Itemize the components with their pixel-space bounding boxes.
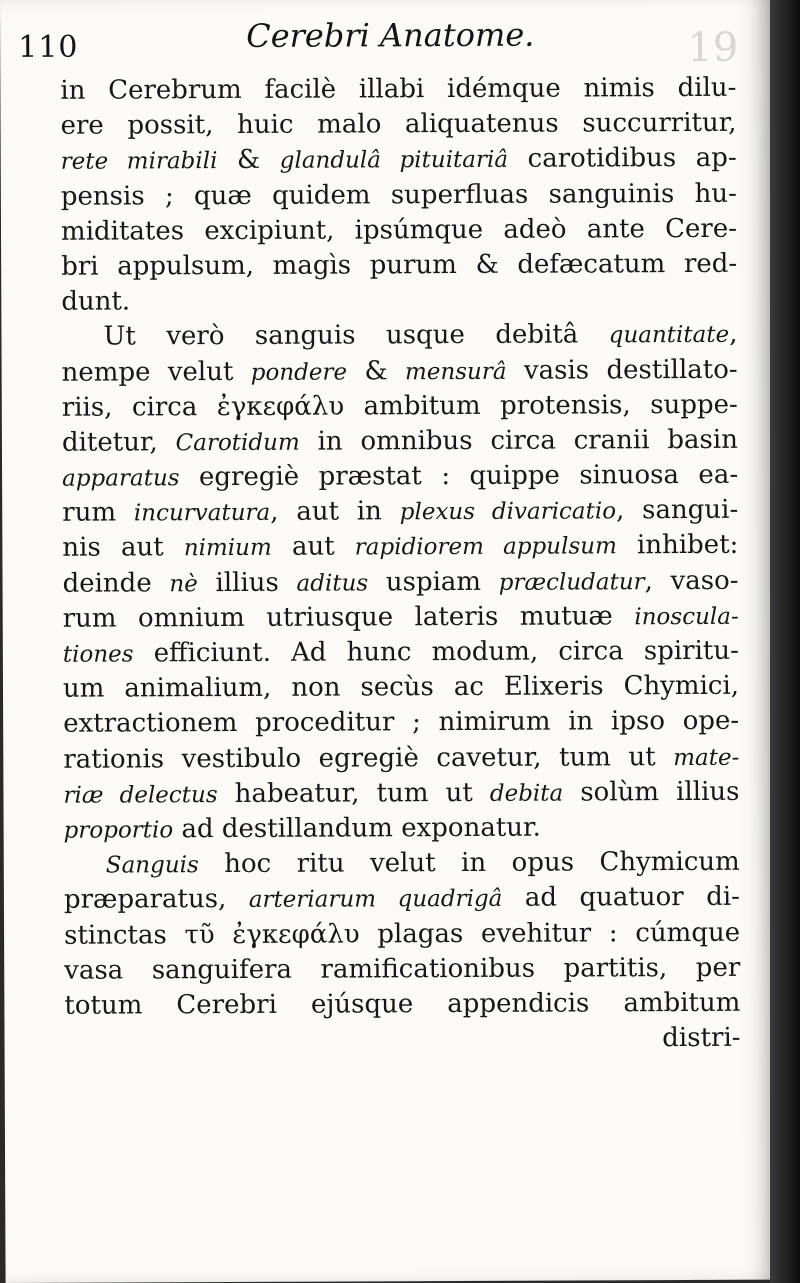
text-segment: distri-	[662, 1022, 741, 1054]
text-segment: miditates excipiunt, ipsúmque adeò ante Cere-	[60, 213, 738, 247]
text-segment: totum Cerebri ejúsque appendicis ambitum	[64, 987, 741, 1021]
text-segment: aut	[271, 531, 355, 563]
italic-segment: apparatus	[62, 465, 180, 492]
text-line	[64, 845, 740, 883]
text-segment: rum omnium utriusque lateris mutuæ	[62, 601, 635, 634]
text-segment: uspiam	[368, 566, 499, 598]
text-line	[63, 739, 739, 777]
text-line	[63, 599, 739, 637]
text-line	[63, 704, 739, 742]
text-segment: um animalium, non secùs ac Elixeris Chymici,	[62, 670, 740, 704]
text-segment: carotidibus ap-	[507, 143, 737, 175]
text-line	[62, 423, 738, 461]
text-segment: præparatus,	[63, 884, 249, 916]
italic-segment: arteriarum quadrigâ	[248, 886, 503, 914]
text-line	[61, 317, 737, 355]
text-segment: , vaso-	[644, 565, 739, 596]
text-line	[63, 634, 739, 672]
text-line	[61, 282, 737, 320]
text-segment: &	[217, 145, 280, 176]
text-segment: vasis destillato-	[506, 354, 738, 386]
text-segment: extractionem proceditur ; nimirum in ipso ope-	[63, 706, 740, 740]
italic-segment: rete mirabili	[60, 148, 218, 176]
running-title: Cerebri Anatome.	[246, 15, 535, 55]
catchword	[64, 1021, 740, 1059]
text-line	[60, 71, 736, 109]
text-segment: ad quatuor di-	[502, 882, 740, 914]
text-segment: &	[347, 355, 406, 386]
text-segment: riis, circa ἐγκεφάλυ ambitum protensis, suppe-	[61, 389, 738, 423]
text-segment: ere possit, huic malo aliquatenus succurritur,	[60, 107, 737, 141]
text-segment: , sangui-	[615, 495, 739, 526]
text-segment: pensis ; quæ quidem superfluas sanguinis hu-	[60, 178, 737, 212]
text-segment: rationis vestibulo egregiè cavetur, tum ut	[63, 741, 674, 775]
italic-segment: glandulâ pituitariâ	[279, 147, 509, 175]
page-edge-shadow	[770, 0, 800, 1283]
text-line	[62, 563, 738, 601]
italic-segment: inoscula-	[634, 603, 739, 631]
italic-segment: nimium	[183, 535, 272, 562]
text-segment: bri appulsum, magìs purum & defæcatum red-	[61, 248, 738, 282]
text-line	[64, 915, 740, 953]
italic-segment: debita	[489, 780, 564, 807]
text-segment: in omnibus circa cranii basin	[299, 424, 738, 457]
text-segment: stinctas τῦ ἐγκεφάλυ plagas evehitur : cúmque	[64, 917, 741, 951]
text-segment: efficiunt. Ad hunc modum, circa spiritu-	[133, 635, 739, 669]
italic-segment: proportio	[63, 817, 174, 844]
italic-segment: præcludatur	[498, 568, 645, 596]
body-text	[60, 71, 740, 1059]
text-segment: solùm illius	[563, 776, 740, 808]
italic-segment: riæ delectus	[63, 781, 218, 809]
text-segment: vasa sanguifera ramificationibus partitis, per	[64, 952, 741, 986]
italic-segment: Carotidum	[175, 429, 300, 457]
text-line	[62, 387, 738, 425]
text-line	[61, 176, 737, 214]
text-segment: deinde	[62, 567, 170, 599]
text-segment: in Cerebrum facilè illabi idémque nimis dilu-	[60, 72, 737, 106]
italic-segment: incurvatura	[133, 500, 271, 527]
text-line	[62, 528, 738, 566]
text-line	[61, 141, 737, 179]
italic-segment: pondere	[250, 358, 348, 386]
text-segment: , aut in	[270, 496, 400, 528]
page-number: 110	[18, 29, 79, 65]
italic-segment: rapidiorem appulsum	[354, 533, 617, 561]
text-segment: rum	[62, 497, 134, 528]
text-segment: egregiè præstat : quippe sinuosa ea-	[179, 459, 739, 493]
italic-segment: tiones	[62, 641, 134, 668]
italic-segment: mate-	[673, 744, 740, 771]
italic-segment: aditus	[296, 570, 369, 597]
italic-segment: quantitate	[608, 322, 730, 349]
text-segment: habeatur, tum ut	[217, 777, 490, 809]
text-segment: hoc ritu velut in opus Chymicum	[198, 846, 740, 880]
italic-segment: Sanguis	[105, 852, 199, 879]
text-segment: Ut verò sanguis usque debitâ	[103, 319, 609, 352]
text-line	[61, 247, 737, 285]
text-segment: illius	[197, 567, 297, 598]
text-line	[63, 775, 739, 813]
text-line	[64, 950, 740, 988]
text-segment: nis aut	[62, 532, 184, 564]
text-line	[64, 880, 740, 918]
text-line	[62, 493, 738, 531]
italic-segment: nè	[169, 570, 198, 597]
text-segment: inhibet:	[616, 530, 739, 561]
italic-segment: plexus divaricatio	[399, 498, 617, 526]
text-segment: ,	[729, 319, 738, 350]
text-line	[62, 352, 738, 390]
italic-segment: mensurâ	[404, 358, 507, 385]
text-segment: ad destillandum exponatur.	[173, 812, 541, 845]
bleed-through-mark: 19	[687, 24, 739, 72]
text-line	[60, 106, 736, 144]
page-header	[18, 15, 739, 72]
text-line	[61, 212, 737, 250]
text-line	[63, 669, 739, 707]
text-segment: dunt.	[61, 286, 131, 317]
text-line	[64, 986, 740, 1024]
text-segment: ditetur,	[61, 427, 176, 458]
text-line	[62, 458, 738, 496]
text-line	[64, 810, 740, 848]
text-segment: nempe velut	[61, 356, 251, 388]
